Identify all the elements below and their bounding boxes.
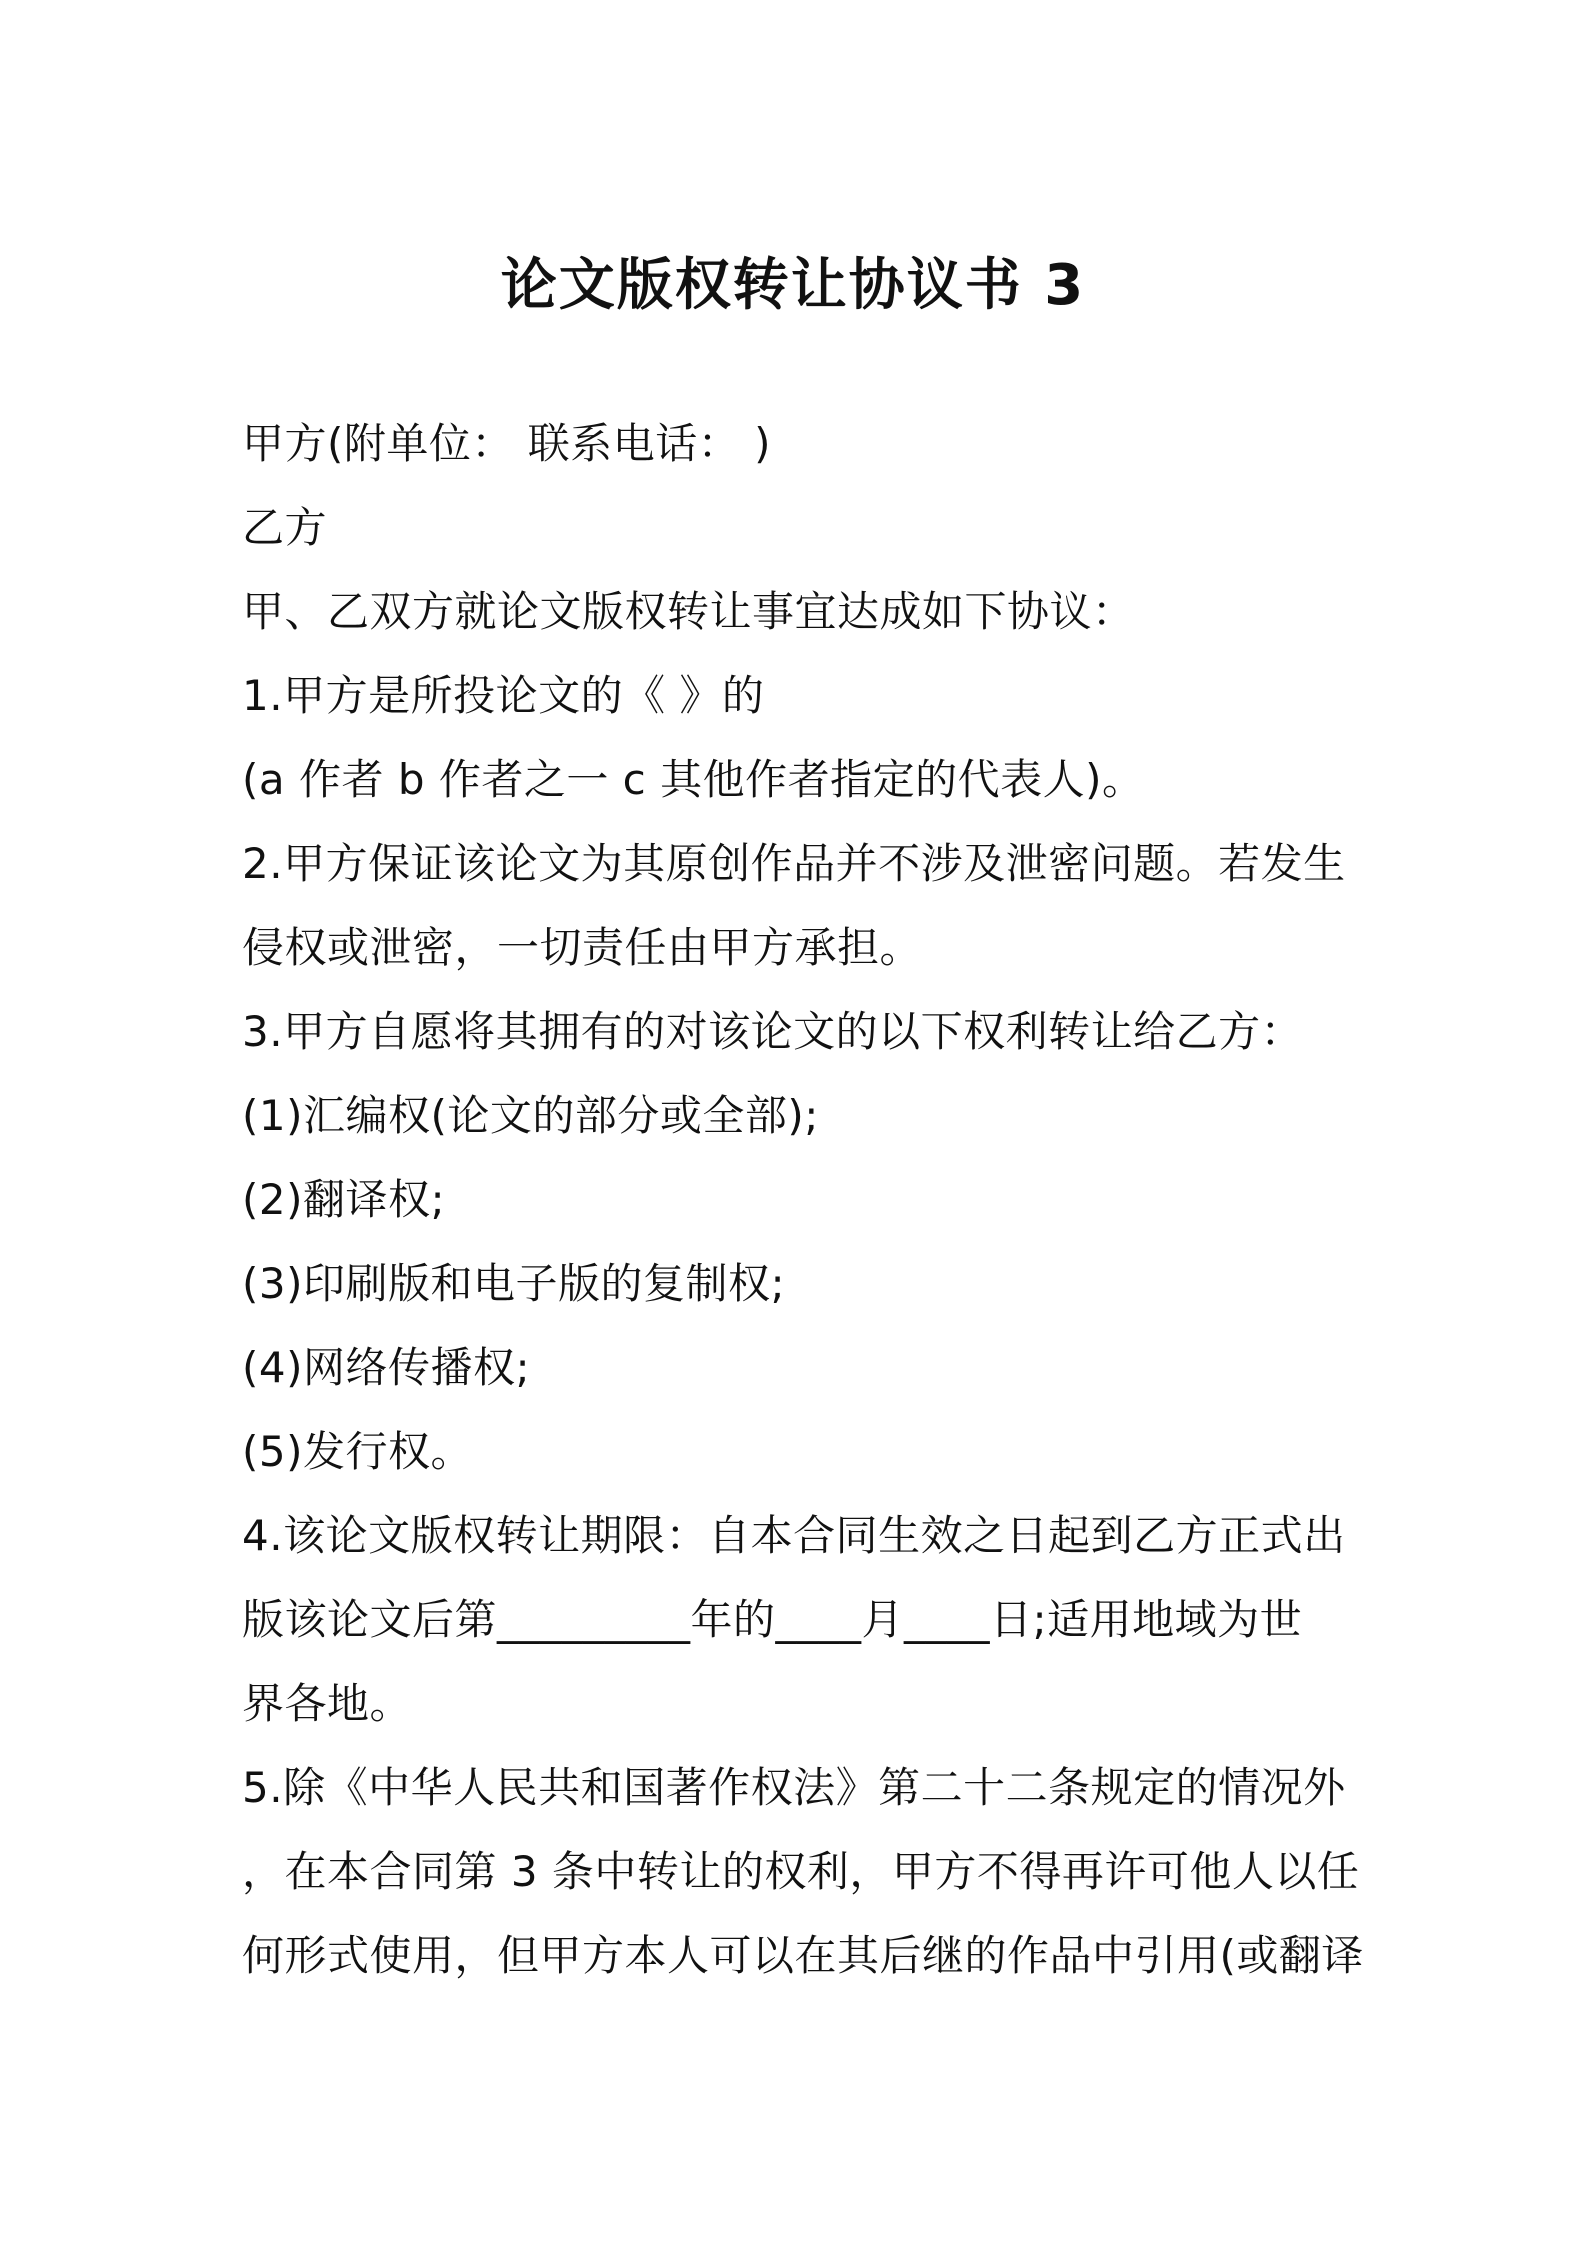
clause-3-item-4: (4)网络传播权; (242, 1343, 531, 1392)
clause-4-line-2: 版该论文后第_________年的____月____日;适用地域为世 (242, 1595, 1303, 1644)
clause-2-line-2: 侵权或泄密，一切责任由甲方承担。 (242, 923, 923, 972)
party-b-line: 乙方 (242, 503, 328, 552)
clause-3-item-5: (5)发行权。 (242, 1427, 473, 1476)
clause-1-line-1: 1.甲方是所投论文的《 》的 (242, 671, 765, 720)
clause-3-item-3: (3)印刷版和电子版的复制权; (242, 1259, 786, 1308)
clause-4-line-1: 4.该论文版权转让期限：自本合同生效之日起到乙方正式出 (242, 1511, 1346, 1560)
document-body (242, 402, 1362, 1998)
clause-3-item-1: (1)汇编权(论文的部分或全部); (242, 1091, 819, 1140)
clause-5-line-1: 5.除《中华人民共和国著作权法》第二十二条规定的情况外 (242, 1763, 1346, 1812)
clause-1-line-2: (a 作者 b 作者之一 c 其他作者指定的代表人)。 (242, 755, 1145, 804)
document-title: 论文版权转让协议书 3 (500, 253, 1086, 318)
clause-4-line-3: 界各地。 (242, 1679, 413, 1728)
party-a-line: 甲方(附单位： 联系电话： ) (242, 419, 771, 468)
agreement-intro: 甲、乙双方就论文版权转让事宜达成如下协议： (242, 587, 1135, 636)
clause-3-item-2: (2)翻译权; (242, 1175, 446, 1224)
clause-2-line-1: 2.甲方保证该论文为其原创作品并不涉及泄密问题。若发生 (242, 839, 1346, 888)
clause-3-line-1: 3.甲方自愿将其拥有的对该论文的以下权利转让给乙方： (242, 1007, 1304, 1056)
clause-5-line-2: ，在本合同第 3 条中转让的权利，甲方不得再许可他人以任 (242, 1847, 1360, 1896)
clause-5-line-3: 何形式使用，但甲方本人可以在其后继的作品中引用(或翻译 (242, 1931, 1364, 1980)
